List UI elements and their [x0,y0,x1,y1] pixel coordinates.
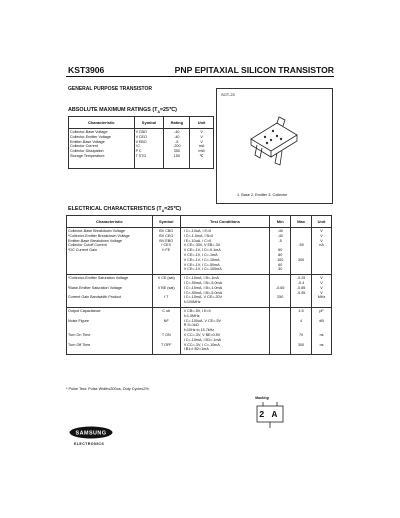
cell-line: T STG [135,153,147,158]
cell-line [271,300,289,305]
pulse-test-footnote: * Pulse Test: Pulse Width≤300us, Duty Cycle≤2% [66,387,149,391]
cell-line: V [320,276,323,281]
abs-char-col [69,129,135,169]
cell-line [292,300,310,305]
abs-max-table [68,116,214,169]
sot23-package-drawing [243,111,305,167]
cell-line: R S=1kΩ [183,323,199,328]
cell-line: V [200,139,203,144]
samsung-logo [69,426,113,439]
cell-line: V CBO [135,130,147,134]
cell-line [292,267,310,272]
col-header: Test Conditions [180,216,270,228]
cell-line: -40 [174,130,180,134]
cell-line [68,300,151,305]
cell-line: ℃ [199,153,204,158]
cell-line: ns [319,342,324,347]
cell-line: *Collector-Emitter Saturation Voltage [68,276,129,281]
abs-symbol-col [134,129,164,169]
cell-line: V [320,229,323,233]
cell-line: V CE (sat) [157,276,175,281]
elec-conditions-col [180,307,270,354]
col-header: Unit [312,216,332,228]
cell-line: -40 [174,134,180,139]
cell-line: Emitter-Base Voltage [70,139,105,144]
elec-conditions-col [180,275,270,308]
cell-line: 150 [173,153,180,158]
abs-unit-col [190,129,214,169]
cell-line: I C=-1.0mA, I B=0 [183,233,214,238]
elec-char-col [67,228,153,275]
cell-line: V CE=-1V, I C=-0.1mA [183,248,221,253]
cell-line: Emitter-Base Breakdown Voltage [68,238,123,243]
cell-line: V CB=-5V, I E=0 [183,308,211,313]
cell-line: mW [198,149,205,154]
svg-text:SAMSUNG: SAMSUNG [75,430,107,437]
elec-min-col [270,228,291,275]
cell-line: Collector Cutoff Current [68,243,107,248]
cell-line: -5 [175,139,179,144]
cell-line: 100 [277,257,284,262]
cell-line: *Collector-Emitter Breakdown Voltage [68,233,130,238]
cell-line: Storage Temperature [70,153,105,158]
part-number: KST3906 [68,65,105,75]
cell-line: h FE [162,248,171,253]
cell-line: BV CEO [159,233,174,238]
cell-line: ns [319,332,324,337]
col-header: Characteristic [67,216,153,228]
cell-line: Collector-Emitter Voltage [70,134,111,139]
cell-line: Noise Figure [68,318,89,323]
cell-line: I CEX [161,243,172,248]
cell-line [313,300,330,305]
cell-line: -5 [278,238,282,243]
cell-line: Collector Dissipation [70,149,104,154]
cell-line: I C=-10mA, V CE=-20V [183,295,223,300]
package-figure [216,88,333,204]
cell-line: -0.85 [296,285,306,290]
cell-line: T ON [161,332,171,337]
cell-line: V [320,280,323,285]
elec-group-row [67,275,332,308]
col-header: Max [291,216,312,228]
cell-line: I C=-10mA, I B1=-1mA [183,337,222,342]
cell-line: V CE=-1V, I C=-50mA [183,262,220,267]
elec-group-row [67,228,332,275]
elec-char-col [67,275,153,308]
cell-line: V [320,285,323,290]
cell-line: V [320,238,323,243]
package-caption: 1. Base 2. Emitter 3. Collector [237,193,288,197]
cell-line: V CE=-1V, I C=-100mA [183,267,222,272]
elec-conditions-col [180,228,270,275]
cell-line: BV CBO [159,229,174,233]
document-title: PNP EPITAXIAL SILICON TRANSISTOR [174,65,334,75]
elec-heading: ELECTRICAL CHARACTERISTICS $(T_A=25℃)$ [68,206,182,214]
cell-line: BV EBO [159,238,174,243]
cell-line: 60 [278,262,283,267]
cell-line [271,347,289,352]
col-header: Symbol [134,117,164,129]
cell-line [313,347,330,352]
cell-line: V [200,130,203,134]
elec-max-col [291,228,312,275]
cell-line: I C=-10mA, I B=-1.0mA [183,285,223,290]
logo-subtitle: ELECTRONICS [74,442,105,446]
cell-line: 300 [298,257,305,262]
cell-line: f T [164,295,169,300]
cell-line: 60 [278,248,283,253]
general-purpose-heading: GENERAL PURPOSE TRANSISTOR [68,86,152,92]
col-header: Symbol [152,216,180,228]
cell-line: Output Capacitance [68,308,101,313]
cell-line: V CC=-3V, I C=-10mA [183,342,220,347]
cell-line [154,267,179,272]
cell-line: V CC=-3V, V BE=0.5V [183,332,221,337]
elec-max-col [291,307,312,354]
package-label: SOT-23 [221,92,235,97]
cell-line: 300 [298,342,305,347]
cell-line [68,267,151,272]
elec-table-body [67,228,332,355]
cell-line: nA [319,243,324,248]
cell-line: -50 [298,243,304,248]
cell-line [292,347,310,352]
cell-line: P C [135,149,142,154]
cell-line: -0.95 [296,290,306,295]
cell-line: V [320,233,323,238]
cell-line: T OFF [160,342,172,347]
elec-symbol-col [152,307,180,354]
cell-line: f=1.0MHz [183,313,200,318]
cell-line: -0.25 [296,276,306,281]
cell-line: V BE (sat) [157,285,175,290]
cell-line: Turn On Time [68,332,91,337]
cell-line: 4.5 [298,308,304,313]
elec-min-col [270,307,291,354]
col-header: Characteristic [69,117,135,129]
cell-line: Collector-Base Voltage [70,130,108,134]
cell-line: dB [319,318,324,323]
elec-unit-col [312,228,332,275]
cell-line: Turn Off Time [68,342,91,347]
cell-line: I C [135,144,141,149]
cell-line: pF [319,308,324,313]
cell-line: NF [163,318,169,323]
cell-line: 4 [300,318,303,323]
col-header: Min [270,216,291,228]
cell-line: I C=-50mA, I B=-5.0mA [183,280,223,285]
cell-line: 250 [277,295,284,300]
cell-line: MHz [317,295,326,300]
cell-line: I E=-10uA, I C=0 [183,238,212,243]
cell-line: *Base-Emitter Saturation Voltage [68,285,122,290]
elec-group-row [67,307,332,354]
cell-line: 350 [173,149,180,154]
col-header: Rating [164,117,190,129]
cell-line: -40 [277,233,283,238]
cell-line: C ob [162,308,171,313]
cell-line: I C=-10mA, I B=-1mA [183,276,219,281]
cell-line: V CEO [135,134,147,139]
cell-line [313,267,330,272]
elec-unit-col [312,307,332,354]
cell-line: *DC Current Gain [68,248,97,253]
cell-line: 70 [299,332,304,337]
cell-line: -40 [277,229,283,233]
col-header: Unit [190,117,214,129]
cell-line: V [320,290,323,295]
cell-line: 30 [278,267,283,272]
cell-line [68,347,151,352]
elec-char-col [67,307,153,354]
cell-line: -0.4 [297,280,305,285]
cell-line: Current Gain Bandwidth Product [68,295,122,300]
elec-unit-col [312,275,332,308]
cell-line: -0.65 [276,285,285,290]
cell-line: V CE=-30V, V EB=-3V [183,243,221,248]
cell-line: f=100MHz [183,300,201,305]
marking-label: Marking [255,396,269,400]
cell-line: mA [198,144,205,149]
elec-symbol-col [152,228,180,275]
cell-line: V [200,134,203,139]
elec-symbol-col [152,275,180,308]
elec-table [66,215,332,355]
cell-line: -200 [173,144,181,149]
cell-line [154,347,179,352]
abs-rating-col [164,129,190,169]
cell-line: f=10Hz to 15.7kHz [183,328,215,333]
header-rule [66,76,334,77]
cell-line: V CE=-1V, I C=-1mA [183,252,218,257]
cell-line: I C=-10uA, I E=0 [183,229,212,233]
elec-min-col [270,275,291,308]
cell-line: V CE=-1V, I C=-10mA [183,257,220,262]
cell-line: Collector-Base Breakdown Voltage [68,229,125,233]
cell-line [154,300,179,305]
cell-line: 80 [278,252,283,257]
elec-max-col [291,275,312,308]
cell-line: I B1=I B2=1mA [183,347,209,352]
cell-line: I C=-100uA, V CE=-5V [183,318,222,323]
cell-line: Collector Current [70,144,98,149]
marking-code: 2 A [259,410,279,420]
cell-line: I C=-50mA, I B=-5.0mA [183,290,223,295]
cell-line: V EBO [135,139,147,144]
abs-max-heading: ABSOLUTE MAXIMUM RATINGS $(T_A=25℃)$ [68,107,177,115]
